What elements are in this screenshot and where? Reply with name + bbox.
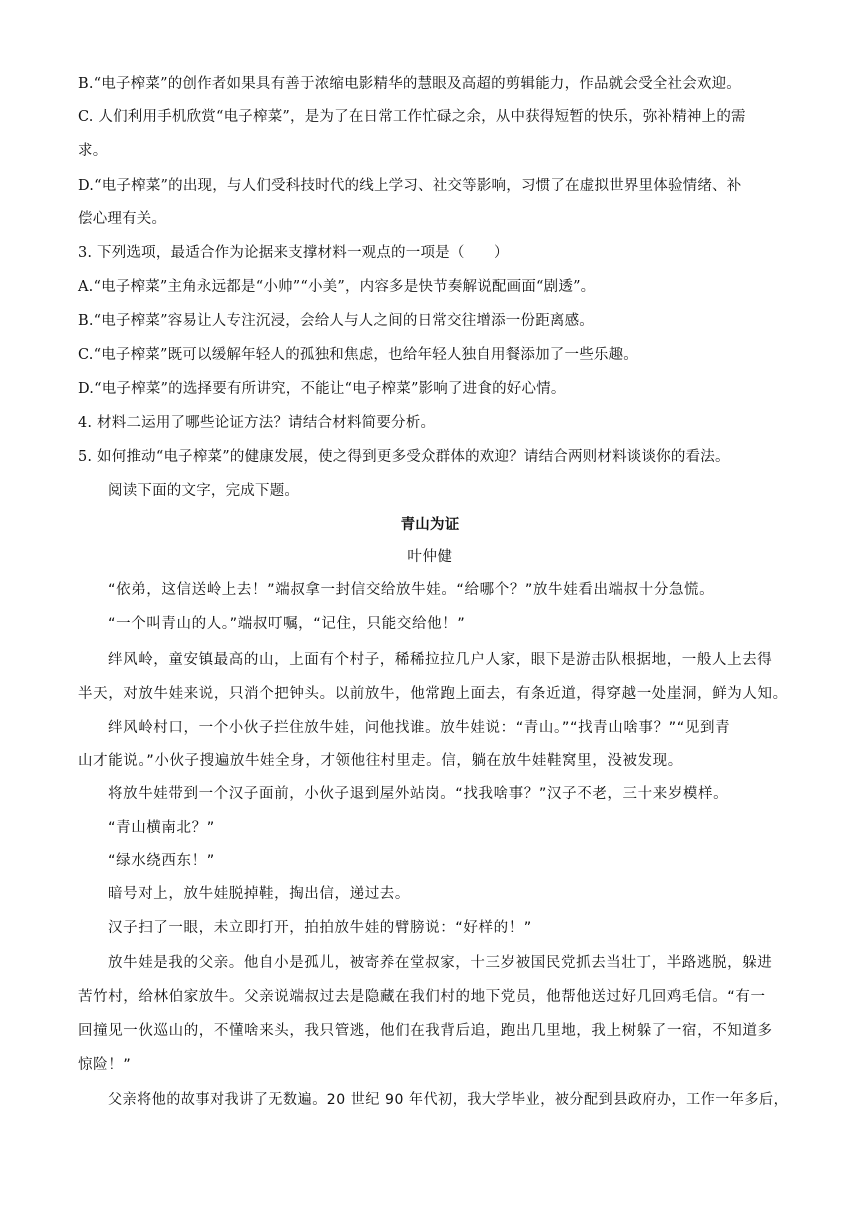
story-paragraph: 暗号对上，放牛娃脱掉鞋，掏出信，递过去。	[108, 886, 410, 902]
story-paragraph-continuation: 惊险！”	[78, 1057, 132, 1073]
question-5: 5. 如何推动“电子榨菜”的健康发展，使之得到更多受众群体的欢迎？请结合两则材料谈谈你的看法。	[78, 449, 730, 465]
story-title: 青山为证	[400, 517, 460, 533]
story-paragraph-continuation: 回撞见一伙巡山的，不懂啥来头，我只管逃，他们在我背后追，跑出几里地，我上树躲了一宿，不知道多	[78, 1023, 773, 1039]
question-4: 4. 材料二运用了哪些论证方法？请结合材料简要分析。	[78, 415, 436, 431]
story-paragraph: 放牛娃是我的父亲。他自小是孤儿，被寄养在堂叔家，十三岁被国民党抓去当壮丁，半路逃脱，躲进	[108, 955, 773, 971]
story-paragraph: 将放牛娃带到一个汉子面前，小伙子退到屋外站岗。“找我啥事？”汉子不老，三十来岁模样。	[108, 786, 729, 802]
story-paragraph: 绊风岭，童安镇最高的山，上面有个村子，稀稀拉拉几户人家，眼下是游击队根据地，一般人上去得	[108, 652, 773, 668]
question-3: 3. 下列选项，最适合作为论据来支撑材料一观点的一项是（ ）	[78, 245, 509, 261]
story-paragraph-continuation: 山才能说。”小伙子搜遍放牛娃全身，才领他往村里走。信，躺在放牛娃鞋窝里，没被发现。	[78, 753, 683, 769]
story-dialogue: “青山横南北？”	[108, 820, 215, 836]
story-paragraph-continuation: 半天，对放牛娃来说，只消个把钟头。以前放牛，他常跑上面去，有条近道，得穿越一处崖洞，鲜为人知。	[78, 686, 788, 702]
option-b-line: B.“电子榨菜”的创作者如果具有善于浓缩电影精华的慧眼及高超的剪辑能力，作品就会受全社会欢迎。	[78, 76, 741, 92]
story-paragraph-continuation: 苦竹村，给林伯家放牛。父亲说端叔过去是隐藏在我们村的地下党员，他帮他送过好几回鸡毛信。“有一	[78, 989, 766, 1005]
story-paragraph: 绊风岭村口，一个小伙子拦住放牛娃，问他找谁。放牛娃说：“青山。”“找青山啥事？”“见到青	[108, 720, 731, 736]
story-paragraph: “依弟，这信送岭上去！”端叔拿一封信交给放牛娃。“给哪个？”放牛娃看出端叔十分急慌。	[108, 582, 715, 598]
story-paragraph: 汉子扫了一眼，未立即打开，拍拍放牛娃的臂膀说：“好样的！”	[108, 920, 532, 936]
story-paragraph: 父亲将他的故事对我讲了无数遍。20 世纪 90 年代初，我大学毕业，被分配到县政府办，工作一年多后，	[108, 1092, 789, 1108]
q3-option-d: D.“电子榨菜”的选择要有所讲究，不能让“电子榨菜”影响了进食的好心情。	[78, 381, 566, 397]
option-c-line: C. 人们利用手机欣赏“电子榨菜”，是为了在日常工作忙碌之余，从中获得短暂的快乐，弥补精神上的需	[78, 109, 746, 125]
q3-option-b: B.“电子榨菜”容易让人专注沉浸，会给人与人之间的日常交往增添一份距离感。	[78, 313, 594, 329]
option-d-continuation: 偿心理有关。	[78, 211, 167, 227]
option-d-line: D.“电子榨菜”的出现，与人们受科技时代的线上学习、社交等影响，习惯了在虚拟世界里体验情绪、补	[78, 178, 742, 194]
q3-option-a: A.“电子榨菜”主角永远都是“小帅”“小美”，内容多是快节奏解说配画面“剧透”。	[78, 279, 596, 295]
story-dialogue: “绿水绕西东！”	[108, 853, 215, 869]
reading-instruction: 阅读下面的文字，完成下题。	[108, 483, 300, 499]
option-c-continuation: 求。	[78, 143, 108, 159]
story-paragraph: “一个叫青山的人。”端叔叮嘱，“记住，只能交给他！”	[108, 616, 466, 632]
story-author: 叶仲健	[407, 549, 453, 565]
q3-option-c: C.“电子榨菜”既可以缓解年轻人的孤独和焦虑，也给年轻人独自用餐添加了一些乐趣。	[78, 347, 639, 363]
